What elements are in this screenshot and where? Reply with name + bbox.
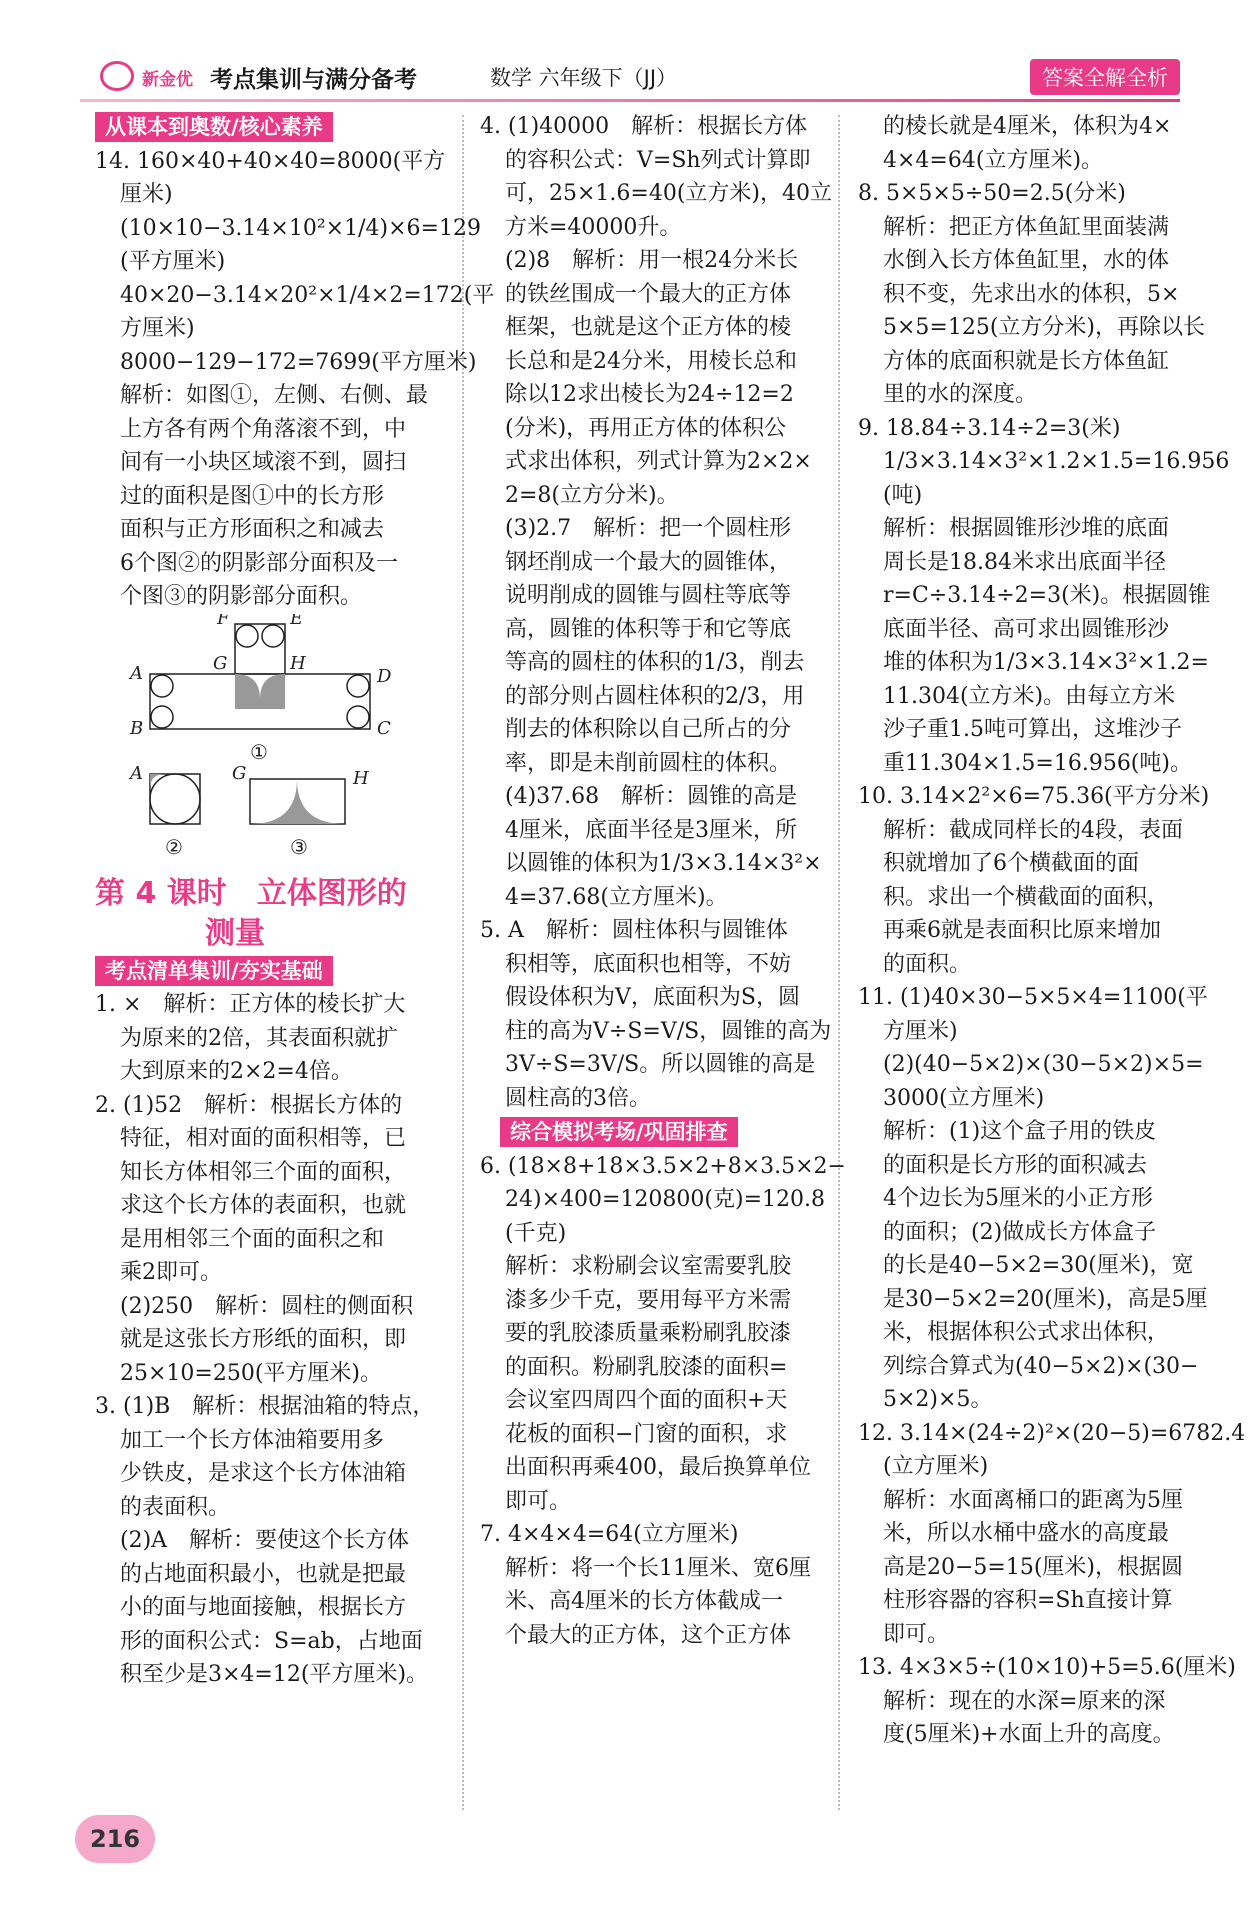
fig2-circle (150, 774, 200, 824)
text-line: 水倒入长方体鱼缸里，水的体 (883, 248, 1170, 273)
text-line: (千克) (505, 1220, 567, 1246)
text-line: 8000−129−172=7699(平方厘米) (120, 349, 477, 375)
text-line: 求这个长方体的表面积，也就 (120, 1193, 407, 1218)
fig-caption-3: ③ (290, 834, 308, 859)
text-line: 7. 4×4×4=64(立方厘米) (480, 1522, 739, 1547)
text-line: 积相等，底面积也相等，不妨 (505, 951, 792, 977)
text-line: (2)A 解析：要使这个长方体 (120, 1528, 410, 1553)
series-title: 考点集训与满分备考 (210, 67, 417, 93)
fig-label-D: D (377, 665, 392, 687)
column-left (95, 110, 495, 1692)
text-line: 要的乳胶漆质量乘粉刷乳胶漆 (505, 1321, 792, 1346)
text-line: 的表面积。 (120, 1494, 231, 1520)
text-line: 积就增加了6个横截面的面 (883, 851, 1139, 876)
text-line: 解析：将一个长11厘米、宽6厘 (505, 1555, 811, 1581)
text-line: 大到原来的2×2=4倍。 (120, 1059, 353, 1084)
text-line: 就是这张长方形纸的面积，即 (120, 1327, 407, 1352)
text-line: 米，根据体积公式求出体积， (883, 1320, 1170, 1345)
text-line: 形的面积公式：S=ab，占地面 (120, 1628, 423, 1654)
figure-svg (95, 614, 445, 874)
text-line: 10. 3.14×2²×6=75.36(平方分米) (858, 784, 1210, 809)
text-line: 少铁皮，是求这个长方体油箱 (120, 1461, 407, 1486)
fig-label-E: E (290, 613, 304, 629)
text-line: 高，圆锥的体积等于和它等底 (505, 616, 792, 642)
text-line: 方米=40000升。 (505, 214, 682, 240)
fig-caption-2: ② (165, 834, 183, 859)
text-line: 3V÷S=3V/S。所以圆锥的高是 (505, 1052, 816, 1077)
text-line: 6个图②的阴影部分面积及一 (120, 550, 398, 576)
text-line: 的棱长就是4厘米，体积为4× (883, 114, 1172, 139)
text-line: 的面积是长方形的面积减去 (883, 1152, 1148, 1178)
text-line: 方体的底面积就是长方体鱼缸 (883, 348, 1170, 374)
fig-caption-1: ① (250, 739, 268, 764)
text-line: 米、高4厘米的长方体截成一 (505, 1589, 783, 1614)
text-line: 假设体积为V，底面积为S，圆 (505, 985, 800, 1010)
text-line: 式求出体积，列式计算为2×2× (505, 449, 812, 474)
fig3-label-G: G (232, 762, 247, 784)
text-line: 6. (18×8+18×3.5×2+8×3.5×2− (480, 1153, 846, 1179)
column-middle (480, 110, 846, 1652)
fig-label-H: H (290, 652, 306, 674)
brand-name: 新金优 (142, 70, 193, 90)
text-line: 1/3×3.14×3²×1.2×1.5=16.956 (883, 449, 1230, 474)
text-line: 方厘米) (883, 1018, 958, 1044)
text-line: 的长是40−5×2=30(厘米)，宽 (883, 1253, 1194, 1278)
text-line: 3. (1)B 解析：根据油箱的特点， (95, 1394, 435, 1419)
text-line: 4. (1)40000 解析：根据长方体 (480, 114, 808, 139)
text-line: 2. (1)52 解析：根据长方体的 (95, 1092, 403, 1118)
text-line: (吨) (883, 482, 923, 508)
text-line: 柱的高为V÷S=V/S，圆锥的高为 (505, 1018, 832, 1044)
text-line: 柱形容器的容积=Sh直接计算 (883, 1588, 1173, 1613)
text-line: 4厘米，底面半径是3厘米，所 (505, 817, 797, 843)
fig-label-C: C (377, 717, 391, 739)
text-line: 个图③的阴影部分面积。 (120, 584, 363, 609)
text-line: 度(5厘米)+水面上升的高度。 (883, 1722, 1175, 1747)
text-line: 乘2即可。 (120, 1260, 222, 1285)
text-line: 4×4=64(立方厘米)。 (883, 147, 1104, 173)
text-line: 圆柱高的3倍。 (505, 1085, 651, 1111)
text-line: 花板的面积−门窗的面积，求 (505, 1421, 788, 1447)
lesson-title: 第 4 课时 立体图形的 (95, 875, 407, 911)
text-line: (10×10−3.14×10²×1/4)×6=129 (120, 215, 481, 241)
text-line: 11. (1)40×30−5×5×4=1100(平 (858, 985, 1208, 1010)
page-number: 216 (75, 1815, 155, 1863)
text-line: 方厘米) (120, 316, 195, 341)
text-line: 的面积。粉刷乳胶漆的面积= (505, 1354, 788, 1380)
text-line: (2)(40−5×2)×(30−5×2)×5= (883, 1052, 1204, 1077)
text-line: 小的面与地面接触，根据长方 (120, 1595, 407, 1620)
text-line: 以圆锥的体积为1/3×3.14×3²× (505, 851, 822, 876)
fig-circle (347, 675, 369, 697)
text-line: 5. A 解析：圆柱体积与圆锥体 (480, 918, 788, 943)
geometry-figure (95, 614, 445, 874)
text-line: 积。求出一个横截面的面积， (883, 884, 1170, 910)
fig-label-G: G (213, 652, 228, 674)
text-line: 8. 5×5×5÷50=2.5(分米) (858, 181, 1126, 206)
fig-shaded-region (235, 674, 285, 709)
fig-label-F: F (217, 613, 230, 629)
fig3-shaded-region (250, 779, 345, 824)
section-heading: 综合模拟考场/巩固排查 (500, 1117, 738, 1147)
text-line: 特征，相对面的面积相等，已 (120, 1126, 407, 1151)
fig-circle (347, 706, 369, 728)
text-line: 率，即是未削前圆柱的体积。 (505, 750, 792, 776)
text-line: (2)8 解析：用一根24分米长 (505, 248, 799, 273)
column-right (858, 110, 1246, 1752)
text-line: 24)×400=120800(克)=120.8 (505, 1187, 825, 1212)
text-line: 堆的体积为1/3×3.14×3²×1.2= (883, 650, 1209, 675)
text-line: 再乘6就是表面积比原来增加 (883, 918, 1161, 943)
text-line: 即可。 (883, 1621, 950, 1647)
text-line: 里的水的深度。 (883, 382, 1038, 407)
text-line: 周长是18.84米求出底面半径 (883, 549, 1166, 575)
text-line: 过的面积是图①中的长方形 (120, 483, 385, 509)
text-line: (3)2.7 解析：把一个圆柱形 (505, 516, 792, 541)
text-line: (立方厘米) (883, 1454, 989, 1479)
text-line: 的部分则占圆柱体积的2/3，用 (505, 683, 805, 709)
fig-circle (151, 706, 173, 728)
text-line: 的面积；(2)做成长方体盒子 (883, 1219, 1157, 1245)
text-line: (平方厘米) (120, 249, 226, 274)
text-line: 12. 3.14×(24÷2)²×(20−5)=6782.4 (858, 1420, 1246, 1446)
text-line: 间有一小块区域滚不到，圆扫 (120, 450, 407, 475)
text-line: 40×20−3.14×20²×1/4×2=172(平 (120, 282, 495, 308)
fig-label-A: A (130, 662, 143, 684)
text-line: 是30−5×2=20(厘米)，高是5厘 (883, 1286, 1208, 1312)
text-line: 解析：水面离桶口的距离为5厘 (883, 1487, 1183, 1513)
text-line: 个最大的正方体，这个正方体 (505, 1622, 792, 1648)
text-line: 14. 160×40+40×40=8000(平方 (95, 148, 446, 174)
fig-label-B: B (130, 717, 144, 739)
text-line: 2=8(立方分米)。 (505, 482, 679, 508)
text-line: 出面积再乘400，最后换算单位 (505, 1455, 811, 1480)
text-line: 13. 4×3×5÷(10×10)+5=5.6(厘米) (858, 1655, 1236, 1680)
text-line: 会议室四周四个面的面积+天 (505, 1388, 788, 1413)
section-heading: 考点清单集训/夯实基础 (95, 956, 333, 986)
text-line: 米，所以水桶中盛水的高度最 (883, 1521, 1170, 1546)
text-line: 除以12求出棱长为24÷12=2 (505, 382, 794, 407)
text-line: 等高的圆柱的体积的1/3，削去 (505, 650, 805, 675)
lesson-title-cont: 测量 (205, 915, 265, 951)
text-line: 面积与正方形面积之和减去 (120, 517, 385, 542)
text-line: (2)250 解析：圆柱的侧面积 (120, 1293, 414, 1319)
brand-logo-icon (100, 61, 134, 91)
text-line: 积不变，先求出水的体积，5× (883, 281, 1180, 307)
header-rule (80, 99, 1180, 102)
text-line: 解析：(1)这个盒子用的铁皮 (883, 1119, 1157, 1144)
subject-label: 数学 六年级下（JJ） (490, 66, 678, 90)
text-line: r=C÷3.14÷2=3(米)。根据圆锥 (883, 583, 1211, 608)
text-line: 知长方体相邻三个面的面积， (120, 1159, 407, 1185)
text-line: 5×2)×5。 (883, 1387, 993, 1412)
text-line: 解析：如图①，左侧、右侧、最 (120, 383, 429, 408)
fig3-label-H: H (353, 767, 369, 789)
text-line: (分米)，再用正方体的体积公 (505, 415, 787, 441)
page-header (80, 55, 1180, 97)
text-line: 11.304(立方米)。由每立方米 (883, 683, 1176, 709)
text-line: 3000(立方厘米) (883, 1085, 1045, 1111)
text-line: 重11.304×1.5=16.956(吨)。 (883, 750, 1192, 776)
text-line: 即可。 (505, 1488, 572, 1514)
text-line: 底面半径、高可求出圆锥形沙 (883, 616, 1170, 642)
text-line: 4个边长为5厘米的小正方形 (883, 1186, 1153, 1211)
text-line: 削去的体积除以自己所占的分 (505, 717, 792, 742)
text-line: 的面积。 (883, 951, 972, 977)
text-line: 的占地面积最小，也就是把最 (120, 1561, 407, 1587)
text-line: 列综合算式为(40−5×2)×(30− (883, 1353, 1199, 1379)
section-heading: 从课本到奥数/核心素养 (95, 112, 333, 142)
fig2-label-A: A (130, 762, 143, 784)
text-line: 可，25×1.6=40(立方米)，40立 (505, 181, 833, 206)
text-line: 解析：现在的水深=原来的深 (883, 1688, 1166, 1714)
text-line: 加工一个长方体油箱要用多 (120, 1427, 385, 1453)
fig-top-square (235, 624, 285, 674)
text-line: 解析：根据圆锥形沙堆的底面 (883, 516, 1170, 541)
answer-tag: 答案全解全析 (1030, 59, 1180, 95)
text-line: 积至少是3×4=12(平方厘米)。 (120, 1662, 429, 1687)
fig-circle (236, 625, 258, 647)
column-divider (838, 115, 840, 1810)
text-line: 是用相邻三个面的面积之和 (120, 1226, 385, 1252)
text-line: 厘米) (120, 182, 173, 207)
text-line: 上方各有两个角落滚不到，中 (120, 416, 407, 442)
text-line: 解析：求粉刷会议室需要乳胶 (505, 1254, 792, 1279)
text-line: 解析：截成同样长的4段，表面 (883, 817, 1183, 843)
text-line: 25×10=250(平方厘米)。 (120, 1360, 383, 1386)
text-line: 的铁丝围成一个最大的正方体 (505, 281, 792, 307)
text-line: 沙子重1.5吨可算出，这堆沙子 (883, 717, 1182, 742)
text-line: 的容积公式：V=Sh列式计算即 (505, 147, 811, 173)
text-line: 钢坯削成一个最大的圆锥体， (505, 549, 792, 575)
text-line: 5×5=125(立方分米)，再除以长 (883, 315, 1206, 340)
text-line: 1. × 解析：正方体的棱长扩大 (95, 992, 406, 1017)
text-line: 漆多少千克，要用每平方米需 (505, 1287, 792, 1313)
text-line: 4=37.68(立方厘米)。 (505, 884, 728, 910)
text-line: 框架，也就是这个正方体的棱 (505, 315, 792, 340)
text-line: 高是20−5=15(厘米)，根据圆 (883, 1554, 1184, 1580)
text-line: 解析：把正方体鱼缸里面装满 (883, 214, 1170, 240)
text-line: 说明削成的圆锥与圆柱等底等 (505, 583, 792, 608)
text-line: (4)37.68 解析：圆锥的高是 (505, 784, 798, 809)
text-line: 9. 18.84÷3.14÷2=3(米) (858, 415, 1121, 441)
fig-circle (262, 625, 284, 647)
fig-circle (151, 675, 173, 697)
text-line: 为原来的2倍，其表面积就扩 (120, 1025, 398, 1051)
text-line: 长总和是24分米，用棱长总和 (505, 348, 797, 374)
